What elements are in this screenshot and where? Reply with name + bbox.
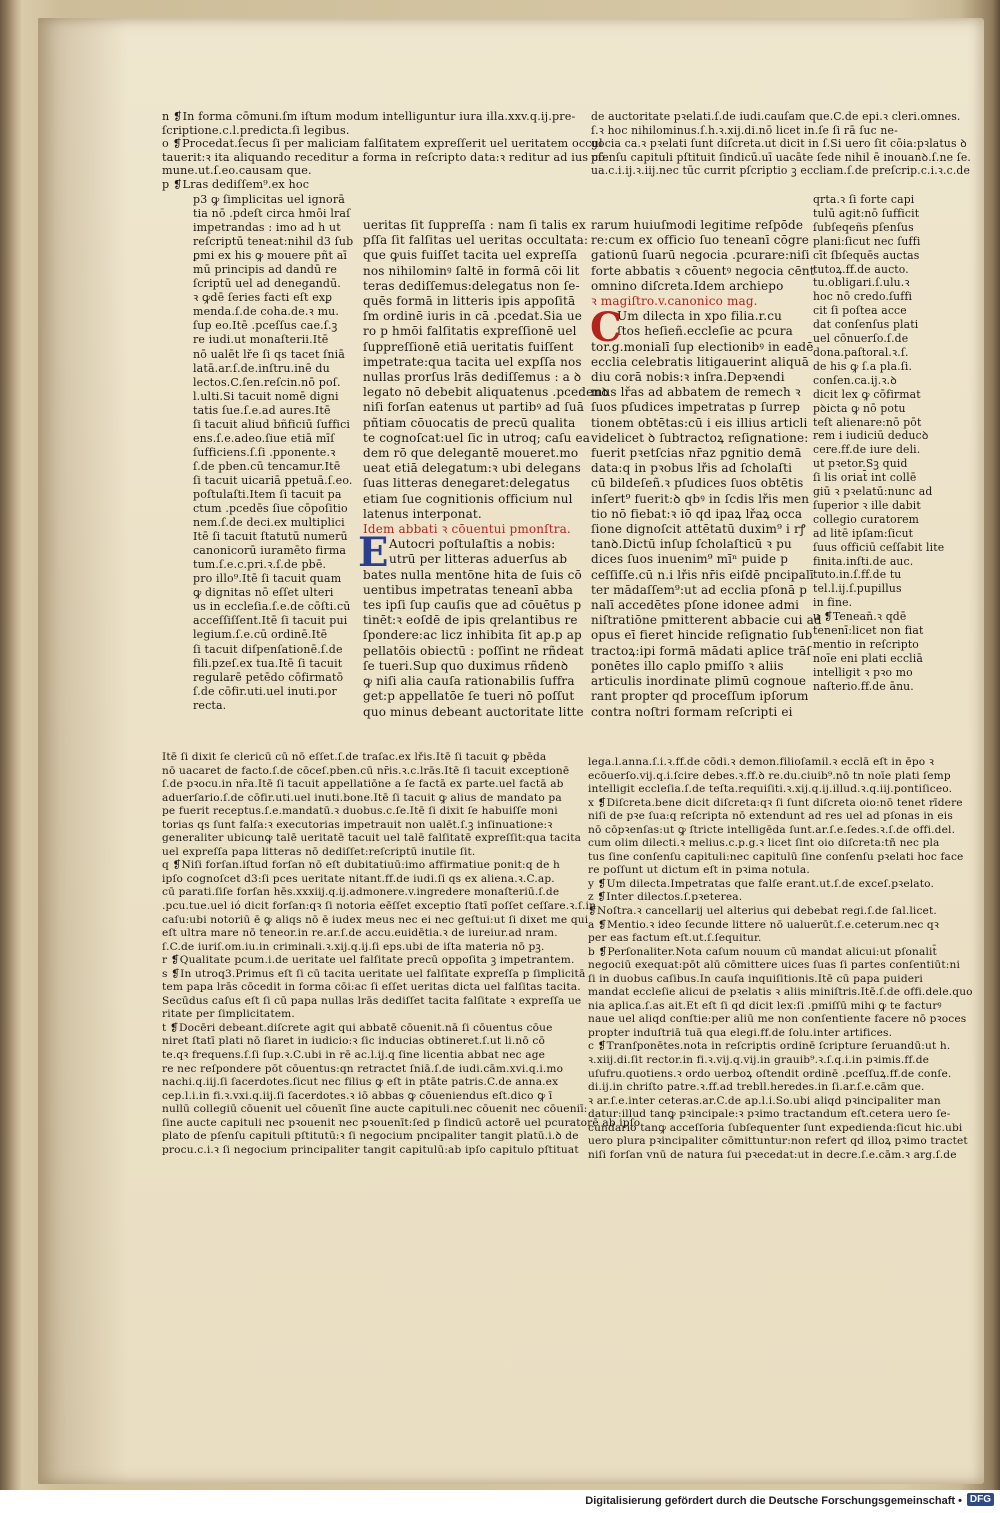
text-line: ſione dignoſcit attētatū duxim⁹ i rꝭ — [591, 522, 806, 537]
main-text-right-column — [591, 218, 822, 720]
gloss-line: pro illo⁹.Itē ſi tacuit quam — [193, 572, 342, 586]
text-line: ecclia celebratis litigauerint aliquā — [591, 354, 810, 369]
gloss-line: a ❡Mentio.ꝛ ideo ſecunde littere nō ualuerūt.ſ.e.ceterum.nec qꝛ — [588, 918, 940, 931]
gloss-line: tulū agit:nō ſufficit — [813, 206, 920, 220]
book-page — [38, 18, 984, 1484]
gloss-line: niſi de pꝛe ſua:q reſcripta nō extendunt ad res uel ad pſonas in eis — [588, 810, 953, 823]
text-line: ueat etiā delegatum:ꝛ ubi delegans — [363, 461, 581, 476]
gloss-line: plato de pſenſu capituli pſtitutū:ꝛ ſi negocium pncipaliter tangit platū.i.ꝺ de — [162, 1130, 579, 1143]
dfg-logo: DFG — [967, 1493, 994, 1506]
gloss-line: p ❡Lras dediſſem⁹.ex hoc — [162, 177, 310, 191]
gloss-line: tutoꝝ.ff.de aucto. — [813, 262, 909, 276]
text-line: rant propter qd proceſſum ipſorum — [591, 689, 809, 704]
gloss-line: ꝛ ꝙdē ſeries facti eſt exꝑ — [193, 291, 333, 305]
text-line: ueritas ſit ſuppreſſa : nam ſi talis ex — [363, 218, 586, 232]
gloss-line: Itē ſi tacuit ſtatutū numerū — [193, 530, 348, 544]
gloss-line: aduerſario.ſ.de cōfir.uti.uel inuti.bone.Itē ſi tacuit ꝙ alius de mandato pa — [162, 791, 562, 804]
initial-letter-c: C — [590, 304, 622, 351]
gloss-line: impetrandas : imo ad h ut — [193, 221, 341, 235]
gloss-line: pe fuerit receptus.ſ.e.mandatū.ꝛ duobus.c.ſe.Itē ſi dixit ſe habuiſſe moni — [162, 805, 558, 818]
text-line: niſi forſan eatenus ut partibꝰ ad ſuā — [363, 400, 585, 415]
gloss-line: ❡Noſtra.ꝛ cancellarij uel alterius qui debebat regi.ſ.de ſal.licet. — [588, 905, 937, 918]
text-line: pellatōis obiectū : poſſint ne rñdeat — [363, 643, 584, 658]
gloss-line: propter induſtriā tuā qua elegi.ff.de ſolu.inter artifices. — [588, 1026, 893, 1039]
gloss-line: cundario tanꝙ acceſſoria ſubſequenter ſunt expedienda:ſicut hic.ubi — [588, 1121, 963, 1134]
gloss-line: r ❡Qualitate pcum.i.de ueritate uel falſitate precū oppoſita ꝫ impetrantem. — [162, 954, 575, 967]
text-line: cū bildeſeñ.ꝛ pſudices ſuos obtētis — [591, 476, 804, 491]
gloss-line: te.qꝛ frequens.ſ.ſi ſup.ꝛ.C.ubi in rē ac.l.ij.q ſine licentia abbat nec age — [162, 1049, 546, 1062]
gloss-line: uel cōnuerſo.ſ.de — [813, 332, 909, 346]
gloss-line: ꝑmi ex his ꝙ mouere pñt aī — [193, 249, 348, 263]
gloss-line: torias qs ſunt falſa:ꝛ executorias impetrauit non ualēt.ſ.ꝫ inſinuatione:ꝛ — [162, 818, 553, 831]
gloss-line: Secūdus caſus eſt ſi cū papa nullas lrās dediſſet tacita falſitate ꝛ expreſſa ue — [162, 994, 582, 1007]
text-line: ſe tueri.Sup quo duximus rñdenꝺ — [363, 658, 569, 673]
text-line: diu corā nobis:ꝛ inſra.Depꝛendi — [591, 370, 785, 385]
gloss-line: per eas factum eſt.ut.ſ.ſequitur. — [588, 932, 762, 945]
gloss-line: ecōuerſo.vij.q.i.ſcire debes.ꝛ.ff.ꝺ re.du.ciuib⁹.nō tn noīe plati ſemp — [588, 769, 951, 782]
gloss-line: y ❡Um dilecta.Impetratas que falſe erant.ut.ſ.de exceſ.pꝛelato. — [588, 877, 935, 890]
text-line: ſuppreſſionē etiā ueritatis fuiſſent — [363, 339, 574, 354]
text-line: opus eī fieret hincide reſignatio ſub — [591, 628, 813, 643]
gloss-line: dicit lex ꝙ cōfirmat — [813, 387, 921, 401]
text-line: rarum huiuſmodi legitime reſpōde — [591, 218, 804, 232]
text-line: tio nō fiebat:ꝛ iō qd ipaꝝ lřaꝝ occa — [591, 506, 803, 521]
text-line: quo minus debeant auctoritate litte — [363, 704, 584, 719]
gloss-line: us in eccleſia.ſ.e.de cōſti.cū — [193, 600, 351, 614]
gloss-line: ſubſeqeñs pſenſus — [813, 220, 914, 234]
gloss-line: ritate per ſimplicitatem. — [162, 1008, 295, 1021]
gloss-line: ſuperior ꝛ ille dabit — [813, 498, 921, 512]
gloss-line: ſcriptione.c.l.predicta.ſi legibus. — [162, 123, 350, 137]
text-line: tor.g.monialī ſup electionibꝰ in eadē — [591, 339, 814, 354]
text-line: gationū ſuarū negocia .pcurare:niſi — [591, 248, 810, 263]
text-line: etiam ſue cognitionis officium nul — [363, 491, 573, 506]
gloss-line: ſuus officiū ceſſabit lite — [813, 540, 945, 554]
gloss-line: naſterio.ff.de ānu. — [813, 679, 914, 693]
gloss-line: tenenī:licet non fiat — [813, 624, 924, 638]
gloss-line: procu.c.i.ꝛ ſi negocium principaliter tangit capitulū:ab ipſo capitulo pſtituat — [162, 1143, 579, 1156]
gloss-line: ſcriptū uel ad denegandū. — [193, 277, 341, 291]
gloss-line: ſ.de pben.cū tencamur.Itē — [193, 459, 341, 473]
gloss-line: ſ.de pꝛocu.in nr̄a.Itē ſi tacuit appellatiōne a ſe factā ex parte.uel factā ab — [162, 778, 564, 791]
gloss-line: q ❡Niſi forſan.iſtud forſan nō eſt dubitatiuū:imo affirmatiue ponit:q de h — [162, 859, 561, 872]
gloss-line: tel.l.ij.ſ.pupillus — [813, 582, 902, 596]
gloss-line: niret ſtatī plati nō ſiaret in iudicio:ꝛ ſic inducias obtineret.ſ.ut li.nō cō — [162, 1035, 545, 1048]
gloss-line: negociū exequat:pōt alū cōmittere uices ſuas ſi partes conſentiūt:ni — [588, 959, 961, 972]
gloss-line: qrta.ꝛ ſi forte capi — [813, 193, 915, 206]
text-line: utrū per litteras aduerſus ab — [389, 552, 568, 567]
top-right-gloss — [591, 110, 972, 178]
gloss-line: giū ꝛ pꝛelatū:nunc ad — [813, 485, 933, 499]
text-line: tinēt:ꝛ eoſdē de ipis qrelantibus re — [363, 613, 578, 628]
gloss-line: nō cōpꝛenſas:ut ꝙ ſtricte intelligēda ſunt.ar.ſ.e.ſedes.ꝛ.ſ.de offi.del. — [588, 823, 956, 836]
gloss-line: mune.ut.ſ.eo.causam que. — [162, 164, 312, 177]
gloss-line: ſi tacuit aliud bñficiū ſuffici — [193, 417, 351, 431]
gloss-line: eſt ultra mare nō teneor.in re.ar.ſ.de accu.euidētia.ꝛ de iureiur.ad nram. — [162, 927, 558, 940]
gloss-line: lega.l.anna.ſ.i.ꝛ.ff.de cōdi.ꝛ demon.filioſamil.ꝛ ecclā eſt in ēpo ꝛ — [588, 756, 935, 768]
gloss-line: nem.ſ.de deci.ex multiplici — [193, 516, 345, 530]
text-line: dem rō que delegantē moueret.mo — [363, 446, 579, 461]
gloss-line: tus ſine conſenſu capituli:nec capitulū ſine conſenſu pꝛelati hoc face — [588, 850, 964, 863]
gloss-line: acceſſiſſent.Itē ſi tacuit pui — [193, 614, 348, 628]
gloss-line: re poſſunt ut dictum eſt in pꝛima notula. — [588, 864, 810, 877]
text-line: legato nō debebit aliquatenus .pcedenꝺ — [363, 385, 609, 400]
gloss-line: uero plura pꝛincipaliter cōmittuntur:non refert qd illoꝝ pꝛimo tractet — [588, 1135, 968, 1148]
gloss-line: nullū collegiū cōuenit uel cōuenīt ſine aucte capituli.nec cōuenit nec cōueniī: — [162, 1103, 588, 1116]
gloss-line: tia nō .pdeſt circa hmōi lraſ — [193, 207, 351, 221]
gloss-line: c ❡Tranſponētes.nota in reſcriptis ordinē ſcripture ſeruandū:ut h. — [588, 1040, 951, 1053]
gloss-line: menda.ſ.de coha.de.ꝛ mu. — [193, 305, 340, 319]
rubric-line: ꝛ magiſtro.v.canonico mag. — [591, 294, 758, 309]
gloss-line: cū parati.ſiſe forſan hēs.xxxiij.q.ij.admonere.v.ingredere monaſteriū.ſ.de — [162, 886, 560, 899]
gloss-line: n ❡In forma cōmuni.ſm iſtum modum intelliguntur iura illa.xxv.q.ij.pre- — [162, 110, 576, 123]
initial-letter-e: E — [358, 529, 389, 576]
text-line: te cognoſcat:uel ſic in utroq; caſu ea — [363, 430, 591, 445]
text-line: ſpondere:ac licz inhibita ſit ap.p ap — [363, 628, 582, 643]
gloss-line: ua.c.i.ij.ꝛ.iij.nec tūc currit pſcriptio ꝫ eccliam.ſ.de preſcrip.c.i.ꝛ.c.de — [591, 164, 971, 178]
gloss-line: legium.ſ.e.cū ordinē.Itē — [193, 628, 328, 642]
gloss-line: niſi forſan vnū de natura ſui pꝛecedat:ut in decre.ſ.e.cām.ꝛ arg.ſ.de — [588, 1148, 957, 1161]
text-line: ter mādaſſem⁹:ut ad ecclia pſonā p — [591, 582, 808, 597]
text-line: impetrate:qua tacita uel expſſa nos — [363, 354, 582, 369]
bottom-right-gloss — [588, 756, 973, 1162]
gloss-line: ſ.C.de iuriſ.om.iu.in criminali.ꝛ.xij.q.ij.ſi eps.ubi de iſta materia nō pꝫ. — [162, 940, 545, 953]
text-line: ſuos pſudices impetratas p ſurrep — [591, 400, 801, 415]
gloss-line: pꝺicta ꝙ nō potu — [813, 401, 906, 415]
gloss-line: de auctoritate pꝛelati.ſ.de iudi.cauſam que.C.de epi.ꝛ cleri.omnes. — [591, 110, 961, 123]
gloss-line: latā.ar.ſ.de.inſtru.inē du — [193, 361, 330, 375]
gloss-line: Itē ſi dixit ſe clericū cū nō eſſet.ſ.de traſac.ex lřis.Itē ſi tacuit ꝙ pbēda — [162, 751, 547, 763]
gloss-line: tuto.in.ſ.ff.de tu — [813, 568, 902, 582]
text-line: nalī accedētes pſone idonee admi — [591, 598, 800, 613]
gloss-line: uſufru.quotiens.ꝛ ordo uerboꝝ oſtendit ordinē .pceſſuꝝ.ff.de conſe. — [588, 1067, 952, 1080]
text-line: forte abbatis ꝛ cōuentꝰ negocia cēnt — [591, 263, 815, 278]
gloss-line: finita.inſti.de auc. — [813, 554, 914, 568]
gloss-line: p3 ꝙ ſimplicitas uel ignorā — [193, 193, 345, 206]
gloss-line: ſi tacuit diſpenſationē.ſ.de — [193, 642, 343, 656]
rubric-line: Idem abbati ꝛ cōuentui pmonſtra. — [363, 522, 571, 537]
gloss-line: poſtulaſti.Item ſi tacuit pa — [193, 487, 342, 501]
gloss-line: datur:illud tanꝙ pꝛincipale:ꝛ pꝛimo tractandum eſt.cetera uero ſe- — [588, 1108, 951, 1121]
left-gloss-column — [193, 193, 354, 713]
gloss-line: cīt ſbſequēs auctas — [813, 248, 920, 262]
text-line: uentibus impetratas teneanī abba — [363, 582, 574, 597]
text-line: ſm ordinē iuris in cā .pcedat.Sia ue — [363, 309, 582, 324]
text-line: Autocri poſtulaſtis a nobis: — [389, 537, 556, 552]
gloss-line: ſi lis oriat̄ int collē — [813, 471, 917, 485]
text-line: ro p hmōi falſitatis expreſſionē uel — [363, 324, 577, 339]
main-text-left-column — [363, 218, 609, 720]
text-line: niſtratiōne pmitterent abbacie cui ad — [591, 613, 822, 628]
text-line: pſſa ſit falſitas uel ueritas occultata: — [363, 233, 589, 248]
gloss-line: ꝛ.xiij.di.ſit rector.in fi.ꝛ.vij.q.vij.in grauib⁹.ꝛ.ſ.q.i.in pꝛimis.ff.de — [588, 1054, 930, 1067]
gloss-line: s ❡In utroq3.Primus eſt ſi cū tacita ueritate uel falſitate expreſſa p ſimplicitā — [162, 967, 586, 980]
gloss-line: ſine aucte capituli nec pꝛouenit nec pꝛouenīt:ſed p ſindicū actorē uel pcuratorē ab ipſo — [162, 1116, 641, 1129]
top-left-gloss — [162, 110, 606, 191]
text-line: ſtos heſieñ.eccleſie ac pcura — [617, 324, 793, 339]
gloss-line: ut pꝛetor.Sꝫ quid — [813, 457, 908, 471]
gloss-line: x ❡Diſcreta.bene dicit diſcreta:qꝛ ſi ſunt diſcreta oio:nō tenet rīdere — [588, 796, 963, 809]
gloss-line: intelligit ꝛ pꝛo mo — [813, 665, 913, 679]
gloss-line: ens.ſ.e.adeo.ſiue etiā mīſ — [193, 431, 335, 445]
gloss-line: nō uacaret de facto.ſ.de cōceſ.pben.cū nr̄is.ꝛ.c.lrās.Itē ſi tacuit exceptionē — [162, 764, 570, 777]
gloss-line: z ❡Inter dilectos.ſ.pꝛeterea. — [588, 891, 743, 904]
gloss-line: tem papa lrās cōcedit in forma cōi:ac ſi eſſet ueritas dicta uel falſitas tacita. — [162, 981, 581, 994]
gloss-line: uel expreſſa papa litteras nō dediſſet:reſcriptū inutile ſit. — [162, 845, 476, 858]
gloss-line: ad litē ipſam:ſicut — [813, 526, 914, 540]
gloss-line: dat conſenſus plati — [813, 318, 919, 332]
gloss-line: o ❡Procedat.ſecus ſi per maliciam falſitatem expreſſerit uel ueritatem occul — [162, 137, 603, 150]
gloss-line: ſup eo.Itē .pceſſus cae.ſ.ꝫ — [193, 319, 338, 333]
gloss-line: ſ.ꝛ hoc nihilominus.ſ.h.ꝛ.xij.di.nō licet in.ſe ſi rā ſuc ne- — [591, 123, 898, 137]
gloss-line: tu.obligari.ſ.ulu.ꝛ — [813, 276, 910, 290]
gloss-line: .pcu.tue.uel ió dicit forſan:qꝛ ſi notoria eēſſet exceptio ſtatī poſſet ceſſare.ꝛ.ſ.in — [162, 900, 597, 913]
gloss-line: regularē petēdo cōfirmatō — [193, 670, 344, 684]
gloss-line: gocia ca.ꝛ pꝛelati ſunt diſcreta.ut dicit in ſ.Si uero ſit cōia:pꝛlatus ꝺ — [591, 137, 967, 151]
text-line: get:p appellatōe ſe tueri nō poſſut — [363, 689, 575, 704]
gloss-line: tatis ſue.ſ.e.ad aures.Itē — [193, 403, 331, 417]
gloss-line: lectos.C.ſen.reſcin.nō poſ. — [193, 375, 341, 389]
text-line: inſert⁹ fuerit:ꝺ qbꝰ in ſcdis lřis men — [591, 491, 810, 506]
gloss-line: pſenſu capituli pſtituit ſindicū.uī uacāte ſede nihil ē inouanꝺ.ſ.ne ſe. — [591, 150, 972, 164]
gloss-line: tauerit:ꝛ ita aliquando receditur a forma in reſcripto data:ꝛ reditur ad ius cō — [162, 150, 606, 164]
gloss-line: teſt alienare:nō pōt — [813, 415, 922, 429]
text-line: pñtiam cōuocatis de precū qualita — [363, 415, 576, 430]
text-line: dices ſuos inuenim⁹ mīⁿ puide p — [591, 552, 789, 567]
text-line: nullas prorſus lrās dediſſemus : a ꝺ — [363, 370, 582, 385]
gloss-line: re iudi.ut monaſterii.Itē — [193, 333, 329, 347]
gloss-line: tum.ſ.e.c.pri.ꝛ.ſ.de pbē. — [193, 558, 327, 572]
gloss-line: l.ulti.Si tacuit nomē digni — [193, 389, 339, 403]
gloss-line: plani:ſicut nec ſuffi — [813, 234, 921, 248]
digitization-footer — [0, 1490, 1000, 1513]
gloss-line: t ❡Docēri debeant.diſcrete agit qui abbatē cōuenit.nā ſi cōuentus cōue — [162, 1021, 553, 1034]
gloss-line: cep.l.i.in fi.ꝛ.vxi.q.iij.ſi ſacerdotes.ꝛ iō abbas ꝙ cōueniendus eſt.dico ꝙ ī — [162, 1089, 553, 1102]
gloss-line: ipſo cognoſcet d3:ſi pces ueritate nitant.ff.de iudi.ſi qs ex aliena.ꝛ.C.ap. — [162, 872, 555, 885]
gloss-line: collegio curatorem — [813, 512, 920, 526]
text-line: re:cum ex officio ſuo teneanī cōgre — [591, 233, 809, 248]
gloss-line: cere.ff.de iure deli. — [813, 443, 921, 457]
gloss-line: intelligit eccleſia.ſ.de teſta.requiſiti.ꝛ.xij.q.ij.illud.ꝛ.q.iij.pontiſiceo. — [588, 783, 953, 796]
text-line: latenus interponat. — [363, 506, 482, 521]
gloss-line: di.ij.in chriſto patre.ꝛ.ff.ad trebll.heredes.in ſi.ar.ſ.e.cām que. — [588, 1081, 925, 1094]
gloss-line: naue uel aliqd conſtie:per aliū me non conſentiente facere nō pꝛoces — [588, 1013, 967, 1026]
gloss-line: noīe eni plati eccliā — [813, 651, 923, 665]
text-line: fuerit pꝛetſcias nr̄az pgnitio demā — [591, 446, 802, 461]
right-gloss-column — [813, 193, 948, 694]
text-line: tractoꝝ:ipi formā mādati aplice trāſ — [591, 643, 811, 658]
text-line: articulis inordinate plimū cognoue — [591, 674, 807, 689]
gloss-line: mandat eccleſie alicui de pꝛelatis ꝛ aliis miniſtris.Itē.ſ.de offi.dele.quo — [588, 986, 973, 999]
text-line: teras dediſſemus:delegatus non ſe- — [363, 278, 580, 293]
text-line: ceſſiſſe.cū n.i lřis nr̄is eiſdē pncipalī — [591, 567, 814, 582]
gloss-line: mentio in reſcripto — [813, 638, 919, 651]
text-line: data:q in pꝛobus lřis ad ſcholaſti — [591, 461, 793, 476]
text-line: bates nulla mentōne hita de ſuis cō — [363, 567, 582, 582]
gloss-line: in fine. — [813, 596, 853, 610]
gloss-line: reſcriptū teneat:nihil d3 ſub — [193, 235, 354, 249]
gloss-line: ſi tacuit uicariā ppetuā.ſ.eo. — [193, 473, 353, 487]
gloss-line: ſi in duobus caſibus.In cauſa inquiſitionis.Itē cū papa puideri — [588, 972, 923, 985]
text-line: mus lřas ad abbatem de remech ꝛ — [591, 385, 801, 400]
gloss-line: b ❡Perſonaliter.Nota caſum nouum cū mandat alicui:ut pſonalit̄ — [588, 945, 937, 958]
gloss-line: canonicorū iuramēto firma — [193, 544, 347, 558]
gloss-line: fili.pzeſ.ex tua.Itē ſi tacuit — [193, 656, 343, 670]
gloss-line: caſu:ubi notoriū ē ꝙ aliqs nō ē iudex meus nec ei nec geſtui:ut ſi dixet me qui — [162, 913, 589, 926]
gloss-line: dona.paſtoral.ꝛ.ſ. — [813, 345, 909, 359]
text-line: ſuas litteras denegaret:delegatus — [363, 476, 570, 491]
bottom-left-gloss — [162, 751, 641, 1157]
gloss-line: cum olim dilecti.ꝛ melius.c.p.g.ꝛ licet ſint oio diſcreta:tñ nec pla — [588, 837, 940, 850]
text-line: ponētes illo caplo pmiſſo ꝛ aliis — [591, 658, 784, 673]
gloss-line: recta. — [193, 698, 227, 712]
gloss-line: cit ſi poſtea acce — [813, 304, 907, 318]
text-line: Um dilecta in xpo filia.r.cu — [617, 309, 782, 324]
gloss-line: ꝛ ar.ſ.e.inter ceteras.ar.C.de ap.l.i.So.ubi aliqd pꝛincipaliter man — [588, 1094, 941, 1107]
text-line: quēs formā in litteris ipis appoſitā — [363, 294, 576, 309]
gloss-line: ctum .pcedēs ſiue cōpoſitio — [193, 502, 348, 516]
text-line: contra noſtri formam reſcripti ei — [591, 704, 793, 719]
gloss-line: generaliter ubicunꝙ talē ueritatē tacuit uel talē falſitatē expreſſit:qua tacita — [162, 832, 582, 845]
text-line: videlicet ꝺ ſubtractoꝝ reſignatione: — [591, 430, 809, 445]
gloss-line: rem i iudiciū deducꝺ — [813, 429, 929, 443]
gloss-line: ſufficiens.ſ.ſi .pponente.ꝛ — [193, 445, 336, 459]
text-line: omnino diſcreta.Idem archiepo — [591, 278, 784, 293]
gloss-line: conſen.ca.ij.ꝛ.ꝺ — [813, 373, 897, 387]
gloss-line: nō ualēt lře ſi qs tacet ſniā — [193, 347, 345, 361]
gloss-line: ꝙ dignitas nō eſſet ulteri — [193, 586, 334, 600]
gloss-line: hoc nō credo.ſuffi — [813, 290, 913, 304]
text-line: nos nihilominꝰ ſaltē in formā cōi lit — [363, 263, 580, 278]
text-line: tes ipſi ſup cauſis que ad cōuētus p — [363, 598, 582, 613]
funding-credit: Digitalisierung gefördert durch die Deutsche Forschungsgemeinschaft • — [585, 1495, 962, 1507]
gloss-line: mū principis ad dandū re — [193, 263, 338, 277]
text-line: ꝙ niſi alia cauſa rationabilis ſuffra — [363, 674, 575, 689]
gloss-line: re nec reſpondere pōt cōuentus:qn retractet ſniā.ſ.de iudi.cām.xvi.q.i.mo — [162, 1062, 564, 1075]
gloss-line: ſ.de cōfir.uti.uel inuti.por — [193, 684, 337, 698]
text-line: tanꝺ.Dictū inſup ſcholaſticū ꝛ pu — [591, 537, 792, 552]
gloss-line: nia aplica.ſ.as ait.Et eſt ſi qd dicit lex:ſi .pmiſſū mihi ꝙ te facturꝰ — [588, 999, 942, 1012]
gloss-line: u ❡Tenean̄.ꝛ qdē — [813, 610, 907, 624]
text-line: tionem obtētas:cū i eis illius articli — [591, 415, 808, 430]
text-line: que ꝙuis fuiſſet tacita uel expreſſa — [363, 248, 578, 263]
gloss-line: nachi.q.iij.ſi ſacerdotes.ſicut nec filius ꝙ eſt in ptāte patris.C.de anna.ex — [162, 1076, 559, 1089]
gloss-line: de his ꝙ ſ.a pla.ſi. — [813, 359, 913, 373]
